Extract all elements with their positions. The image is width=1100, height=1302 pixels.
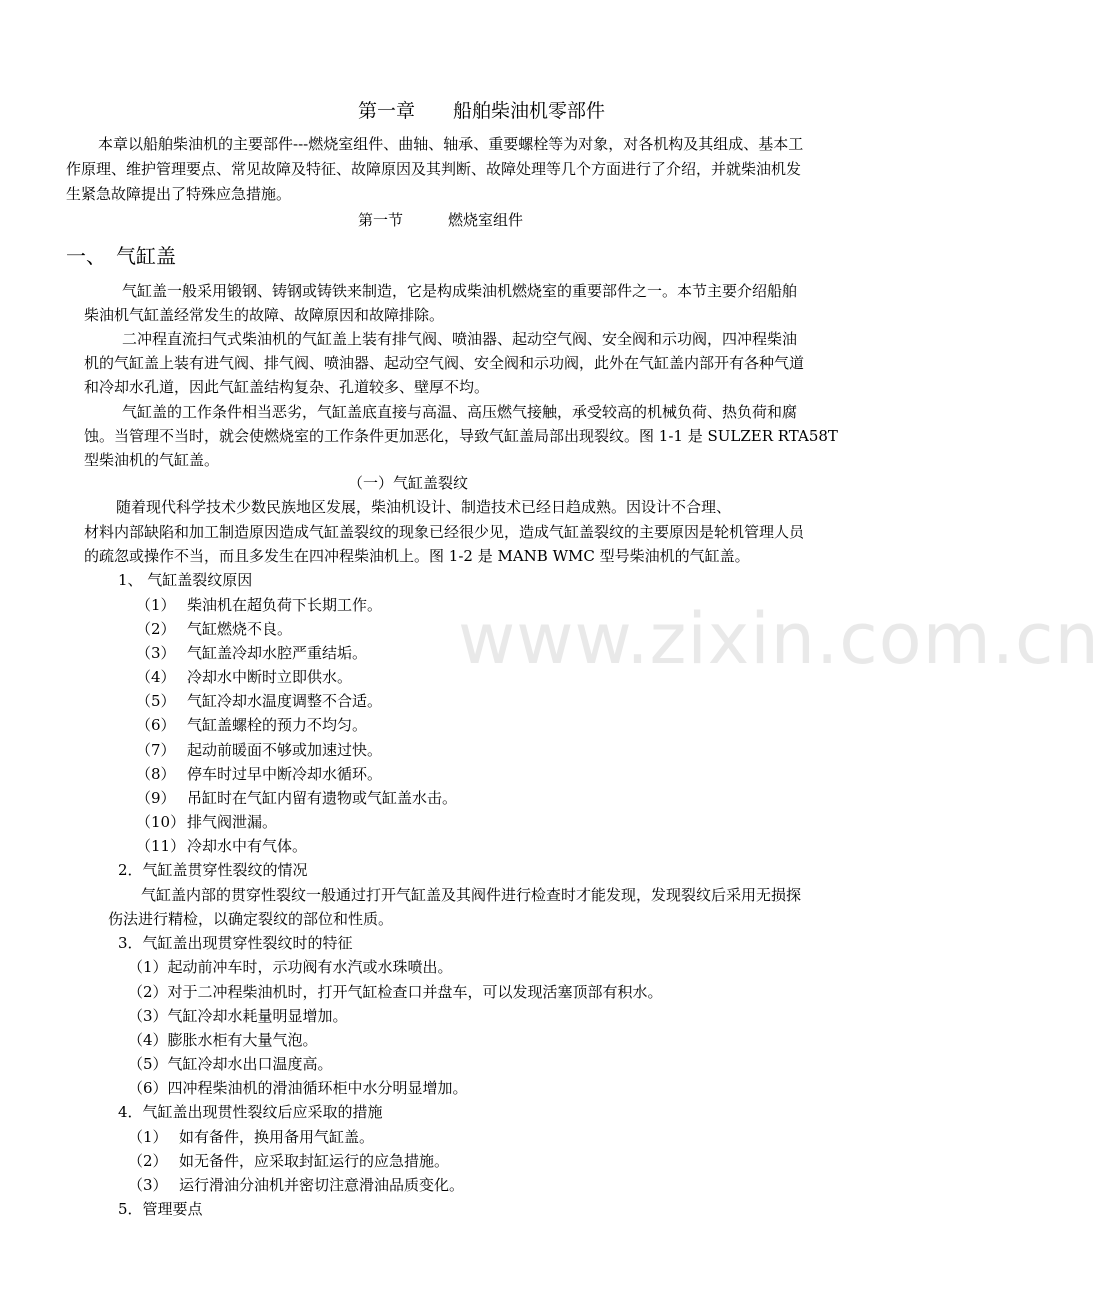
list-item-number: （6） (136, 716, 176, 734)
list-item-text: 运行滑油分油机并密切注意滑油品质变化。 (179, 1176, 465, 1194)
list-item-text: 柴油机在超负荷下长期工作。 (187, 596, 383, 614)
list-item-text: 气缸燃烧不良。 (187, 620, 293, 638)
list-item-number: （8） (136, 765, 176, 783)
list-item-number: （3） (136, 644, 176, 662)
paragraph-line: 气缸盖一般采用锻钢、铸钢或铸铁来制造，它是构成柴油机燃烧室的重要部件之一。本节主要介绍船舶 (122, 282, 798, 300)
list-item-number: （4） (136, 668, 176, 686)
list-item-number: （1） (128, 1128, 168, 1146)
watermark: www.zixin.com.cn (458, 598, 1100, 680)
paragraph-line: 的疏忽或操作不当，而且多发生在四冲程柴油机上。图 1-2 是 MANB WMC 型号柴油机的气缸盖。 (84, 547, 750, 565)
list-item: （6）四冲程柴油机的滑油循环柜中水分明显增加。 (128, 1079, 468, 1097)
section-heading-1: 1、 气缸盖裂纹原因 (118, 571, 253, 589)
list-item-text: 起动前暖面不够或加速过快。 (187, 741, 383, 759)
list-item: （1）起动前冲车时，示功阀有水汽或水珠喷出。 (128, 958, 453, 976)
paragraph-line: 材料内部缺陷和加工制造原因造成气缸盖裂纹的现象已经很少见，造成气缸盖裂纹的主要原因是轮机管理人员 (84, 523, 805, 541)
list-item-text: 停车时过早中断冷却水循环。 (187, 765, 383, 783)
list-item-text: 冷却水中断时立即供水。 (187, 668, 353, 686)
list-item-text: 气缸盖螺栓的预力不均匀。 (187, 716, 368, 734)
paragraph-line: 气缸盖内部的贯穿性裂纹一般通过打开气缸盖及其阀件进行检查时才能发现，发现裂纹后采用无损探 (141, 886, 802, 904)
list-item-number: （5） (136, 692, 176, 710)
paragraph-line: 和冷却水孔道，因此气缸盖结构复杂、孔道较多、壁厚不均。 (84, 378, 490, 396)
paragraph-line: 二冲程直流扫气式柴油机的气缸盖上装有排气阀、喷油器、起动空气阀、安全阀和示功阀，四冲程柴油 (122, 330, 798, 348)
list-item-text: 气缸盖冷却水腔严重结垢。 (187, 644, 368, 662)
list-item-number: （9） (136, 789, 176, 807)
paragraph-line: 机的气缸盖上装有进气阀、排气阀、喷油器、起动空气阀、安全阀和示功阀，此外在气缸盖内部开有各种气道 (84, 354, 805, 372)
paragraph-line: 柴油机气缸盖经常发生的故障、故障原因和故障排除。 (84, 306, 445, 324)
list-item-number: （1） (136, 596, 176, 614)
list-item: （5）气缸冷却水出口温度高。 (128, 1055, 333, 1073)
list-item: （2）对于二冲程柴油机时，打开气缸检查口并盘车，可以发现活塞顶部有积水。 (128, 983, 663, 1001)
list-item-number: （7） (136, 741, 176, 759)
list-item: （3）气缸冷却水耗量明显增加。 (128, 1007, 348, 1025)
list-item-number: （11） (136, 837, 186, 855)
heading-cylinder-head: 一、 气缸盖 (66, 244, 176, 268)
intro-line: 生紧急故障提出了特殊应急措施。 (66, 185, 292, 203)
list-item-text: 吊缸时在气缸内留有遗物或气缸盖水击。 (187, 789, 458, 807)
list-item-text: 如无备件，应采取封缸运行的应急措施。 (179, 1152, 450, 1170)
paragraph-line: 气缸盖的工作条件相当恶劣，气缸盖底直接与高温、高压燃气接触，承受较高的机械负荷、热负荷和腐 (122, 403, 798, 421)
section-title: 第一节 燃烧室组件 (358, 211, 524, 229)
list-item-text: 气缸冷却水温度调整不合适。 (187, 692, 383, 710)
section-heading-4: 4．气缸盖出现贯性裂纹后应采取的措施 (118, 1103, 383, 1121)
list-item-number: （2） (136, 620, 176, 638)
paragraph-line: 蚀。当管理不当时，就会使燃烧室的工作条件更加恶化，导致气缸盖局部出现裂纹。图 1-1 是 SULZER RTA58T (84, 427, 838, 445)
list-item-text: 排气阀泄漏。 (187, 813, 278, 831)
list-item-number: （2） (128, 1152, 168, 1170)
intro-line: 作原理、维护管理要点、常见故障及特征、故障原因及其判断、故障处理等几个方面进行了介绍，并就柴油机发 (66, 160, 802, 178)
paragraph-line: 型柴油机的气缸盖。 (84, 451, 220, 469)
paragraph-line: 伤法进行精检，以确定裂纹的部位和性质。 (108, 910, 394, 928)
section-heading-3: 3．气缸盖出现贯穿性裂纹时的特征 (118, 934, 353, 952)
section-heading-2: 2．气缸盖贯穿性裂纹的情况 (118, 861, 308, 879)
list-item-number: （10） (136, 813, 186, 831)
list-item: （4）膨胀水柜有大量气泡。 (128, 1031, 318, 1049)
list-item-text: 冷却水中有气体。 (187, 837, 308, 855)
section-heading-5: 5．管理要点 (118, 1200, 203, 1218)
intro-line: 本章以船舶柴油机的主要部件---燃烧室组件、曲轴、轴承、重要螺栓等为对象，对各机构及其组成、基本工 (98, 135, 804, 153)
list-item-number: （3） (128, 1176, 168, 1194)
list-item-text: 如有备件，换用备用气缸盖。 (179, 1128, 375, 1146)
paragraph-line: 随着现代科学技术少数民族地区发展，柴油机设计、制造技术已经日趋成熟。因设计不合理、 (116, 498, 732, 516)
chapter-title: 第一章 船舶柴油机零部件 (358, 100, 606, 122)
subheading-cracks: （一）气缸盖裂纹 (348, 474, 469, 492)
